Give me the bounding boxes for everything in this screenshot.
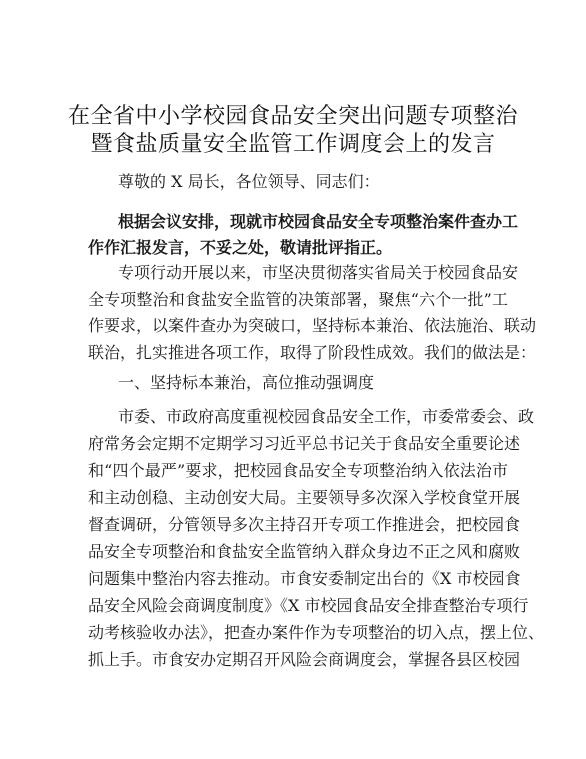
paragraph1-line-2: 全专项整治和食盐安全监管的决策部署，聚焦“六个一批”工 — [88, 290, 508, 309]
paragraph2-line-6: 品安全专项整治和食盐安全监管纳入群众身边不正之风和腐败 — [88, 542, 521, 561]
document-title-line-2: 暨食盐质量安全监管工作调度会上的发言 — [90, 132, 496, 157]
paragraph2-line-2: 府常务会定期不定期学习习近平总书记关于食品安全重要论述 — [88, 434, 521, 453]
document-title-line-1: 在全省中小学校园食品安全突出问题专项整治 — [67, 104, 518, 129]
intro-line-1: 根据会议安排，现就市校园食品安全专项整治案件查办工 — [118, 212, 519, 231]
paragraph1-line-1: 专项行动开展以来，市坚决贯彻落实省局关于校园食品安 — [118, 263, 519, 282]
paragraph2-line-7: 问题集中整治内容去推动。市食安委制定出台的《X 市校园食 — [88, 569, 521, 588]
paragraph2-line-4: 和主动创稳、主动创安大局。主要领导多次深入学校食堂开展 — [88, 488, 521, 507]
paragraph2-line-1: 市委、市政府高度重视校园食品安全工作，市委常委会、政 — [118, 407, 535, 426]
paragraph2-line-9: 动考核验收办法》，把查办案件作为专项整治的切入点，摆上位、 — [88, 623, 545, 642]
paragraph2-line-10: 抓上手。市食安办定期召开风险会商调度会，掌握各县区校园 — [88, 650, 521, 669]
paragraph2-line-8: 品安全风险会商调度制度》《X 市校园食品安全排查整治专项行 — [88, 596, 529, 615]
paragraph1-line-3: 作要求，以案件查办为突破口，坚持标本兼治、依法施治、联动 — [88, 316, 537, 335]
salutation: 尊敬的 X 局长，各位领导、同志们： — [118, 172, 380, 191]
section-heading-1: 一、坚持标本兼治，高位推动强调度 — [118, 373, 375, 392]
paragraph1-line-4: 联治，扎实推进各项工作，取得了阶段性成效。我们的做法是： — [88, 343, 537, 362]
paragraph2-line-3: 和“四个最严”要求，把校园食品安全专项整治纳入依法治市 — [88, 461, 508, 480]
paragraph2-line-5: 督查调研，分管领导多次主持召开专项工作推进会，把校园食 — [88, 515, 521, 534]
intro-line-2: 作作汇报发言，不妥之处，敬请批评指正。 — [88, 238, 393, 257]
